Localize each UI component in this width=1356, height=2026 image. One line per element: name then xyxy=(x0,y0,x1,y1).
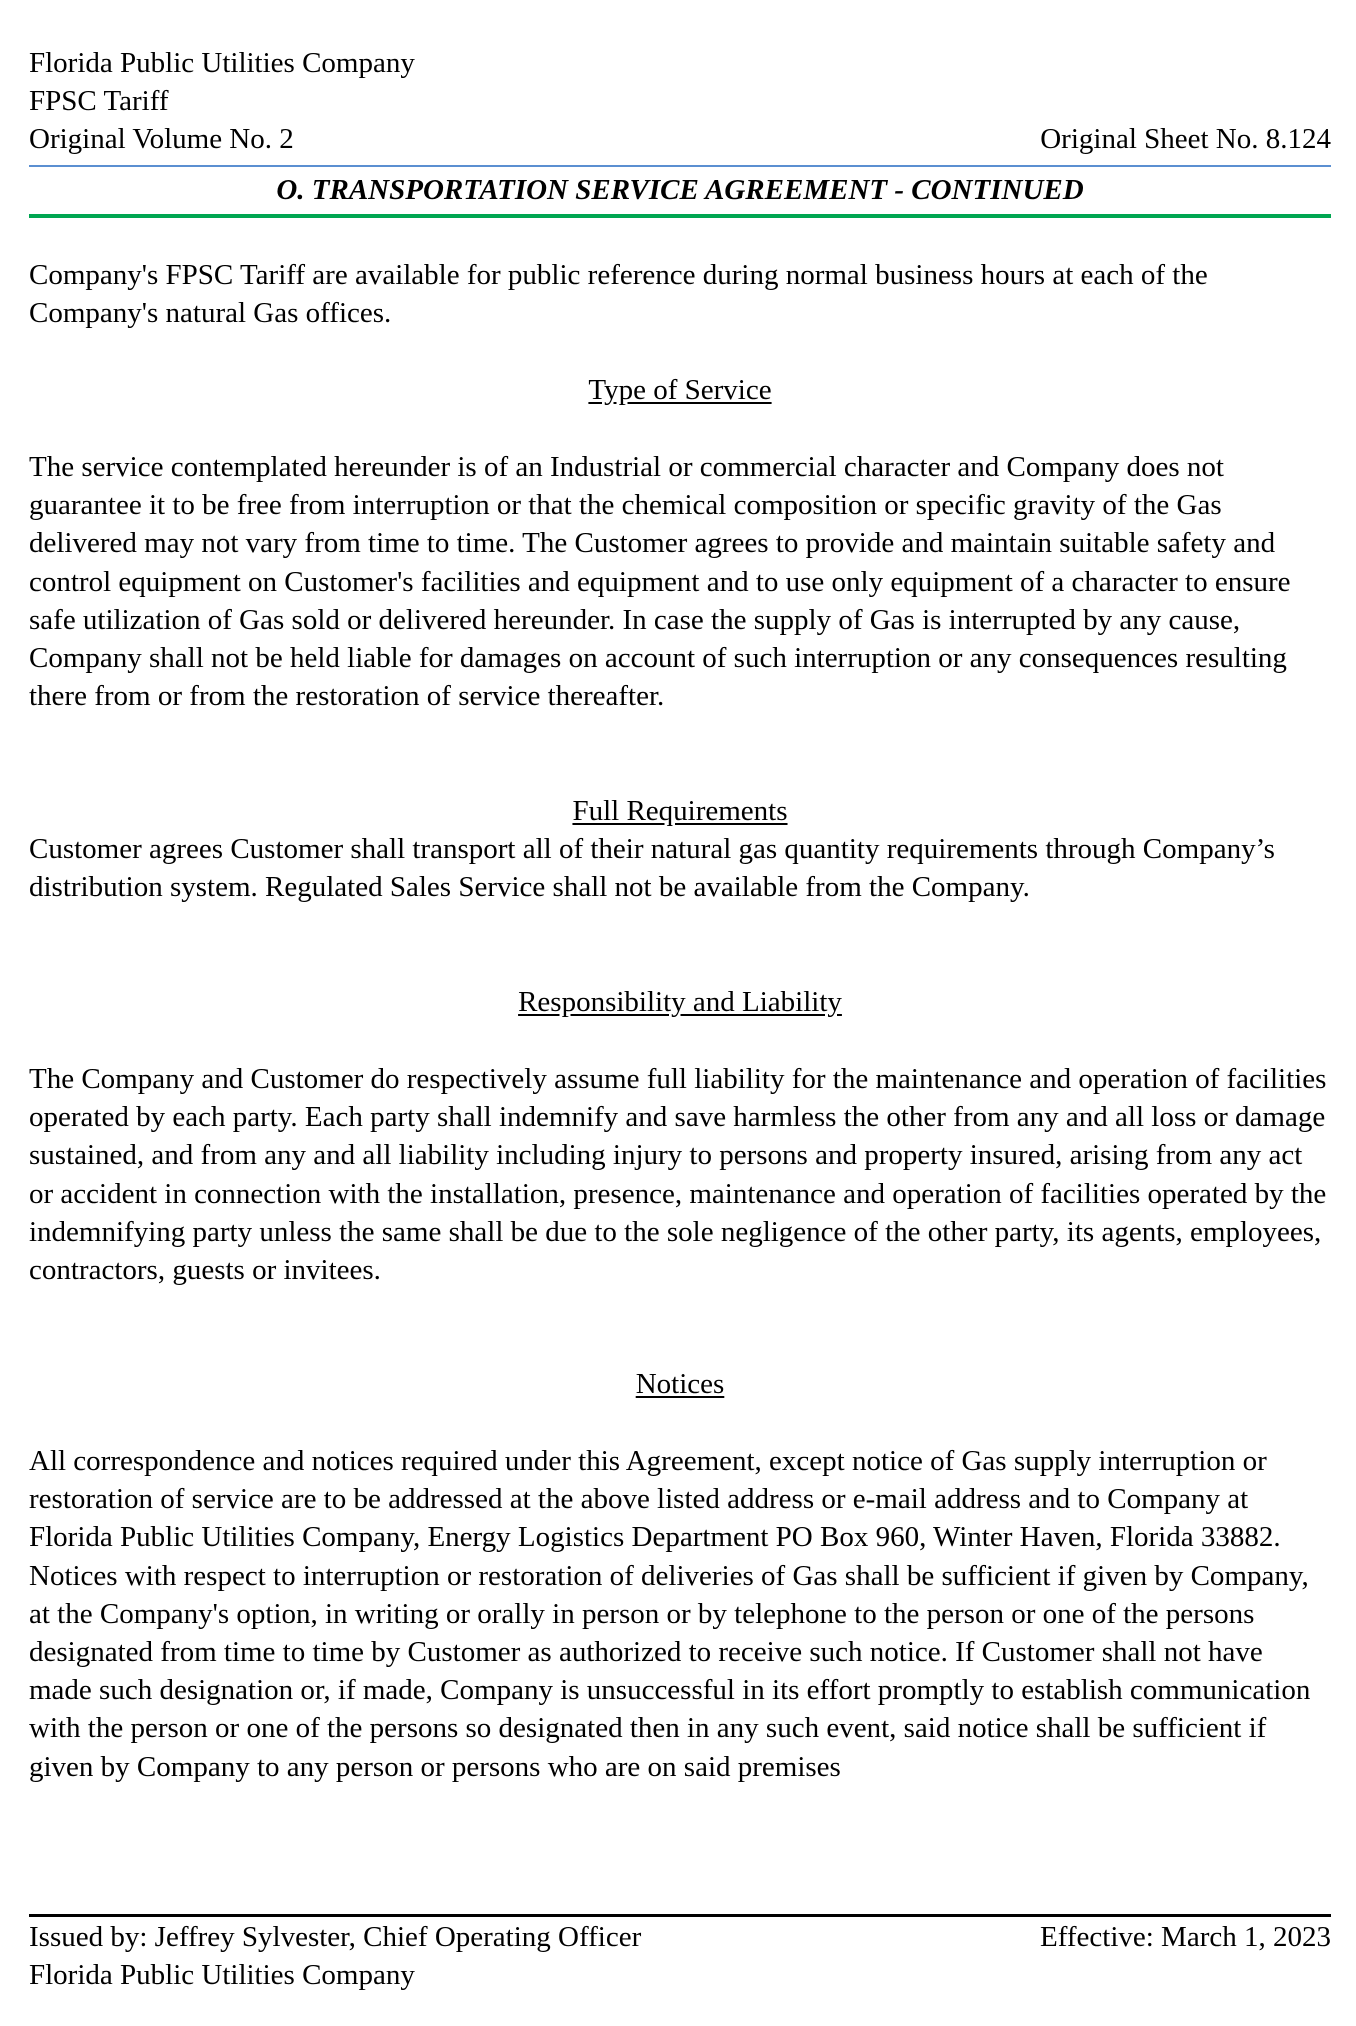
header-tariff-name: FPSC Tariff xyxy=(29,85,169,117)
intro-paragraph: Company's FPSC Tariff are available for public reference during normal business hours at each of the Company's natural Gas offices. xyxy=(29,259,1208,330)
responsibility-heading xyxy=(29,983,1331,1021)
header-company-name: Florida Public Utilities Company xyxy=(29,47,415,79)
header-divider-blue xyxy=(29,165,1331,167)
full-requirements-heading-text: Full Requirements xyxy=(572,795,788,827)
notices-paragraph: All correspondence and notices required under this Agreement, except notice of Gas supply interruption or restoration of service are to be addressed at the above listed address or e-mail address and to Company at Florida Public Utilities Company, Energy Logistics Department PO Box 960, Winter Haven, Florida 33882. Notices with respect to interruption or restoration of deliveries of Gas shall be sufficient if given by Company, at the Company's option, in writing or orally in person or by telephone to the person or one of the persons designated from time to time by Customer as authorized to receive such notice. If Customer shall not have made such designation or, if made, Company is unsuccessful in its effort promptly to establish communication with the person or one of the persons so designated then in any such event, said notice shall be sufficient if given by Company to any person or persons who are on said premises xyxy=(29,1445,1311,1783)
full-requirements-paragraph: Customer agrees Customer shall transport all of their natural gas quantity requirements through Company’s distribution system. Regulated Sales Service shall not be available from the Company. xyxy=(29,833,1275,904)
responsibility-paragraph: The Company and Customer do respectively assume full liability for the maintenance and operation of facilities operated by each party. Each party shall indemnify and save harmless the other from any and all loss or damage sustained, and from any and all liability including injury to persons and property insured, arising from any act or accident in connection with the installation, presence, maintenance and operation of facilities operated by the indemnifying party unless the same shall be due to the sole negligence of the other party, its agents, employees, contractors, guests or invitees. xyxy=(29,1063,1327,1287)
footer-company-name: Florida Public Utilities Company xyxy=(29,1959,415,1991)
header-sheet-number: Original Sheet No. 8.124 xyxy=(1040,123,1331,155)
header-volume-number: Original Volume No. 2 xyxy=(29,123,294,155)
header-divider-green xyxy=(29,214,1331,218)
type-of-service-paragraph: The service contemplated hereunder is of an Industrial or commercial character and Company does not guarantee it to be free from interruption or that the chemical composition or specific gravity of the Gas delivered may not vary from time to time. The Customer agrees to provide and maintain suitable safety and control equipment on Customer's facilities and equipment and to use only equipment of a character to ensure safe utilization of Gas sold or delivered hereunder. In case the supply of Gas is interrupted by any cause, Company shall not be held liable for damages on account of such interruption or any consequences resulting there from or from the restoration of service thereafter. xyxy=(29,451,1291,713)
notices-heading-text: Notices xyxy=(635,1368,725,1400)
type-of-service-heading xyxy=(29,371,1331,409)
tariff-sheet-page xyxy=(29,0,1331,2026)
footer-effective-date: Effective: March 1, 2023 xyxy=(1040,1921,1331,1953)
notices-heading xyxy=(29,1365,1331,1403)
footer-divider xyxy=(29,1914,1331,1917)
responsibility-heading-text: Responsibility and Liability xyxy=(518,986,842,1018)
footer-issued-by: Issued by: Jeffrey Sylvester, Chief Operating Officer xyxy=(29,1921,642,1953)
full-requirements-heading xyxy=(29,792,1331,830)
section-heading: O. TRANSPORTATION SERVICE AGREEMENT - CONTINUED xyxy=(276,174,1084,206)
type-of-service-heading-text: Type of Service xyxy=(588,374,772,406)
